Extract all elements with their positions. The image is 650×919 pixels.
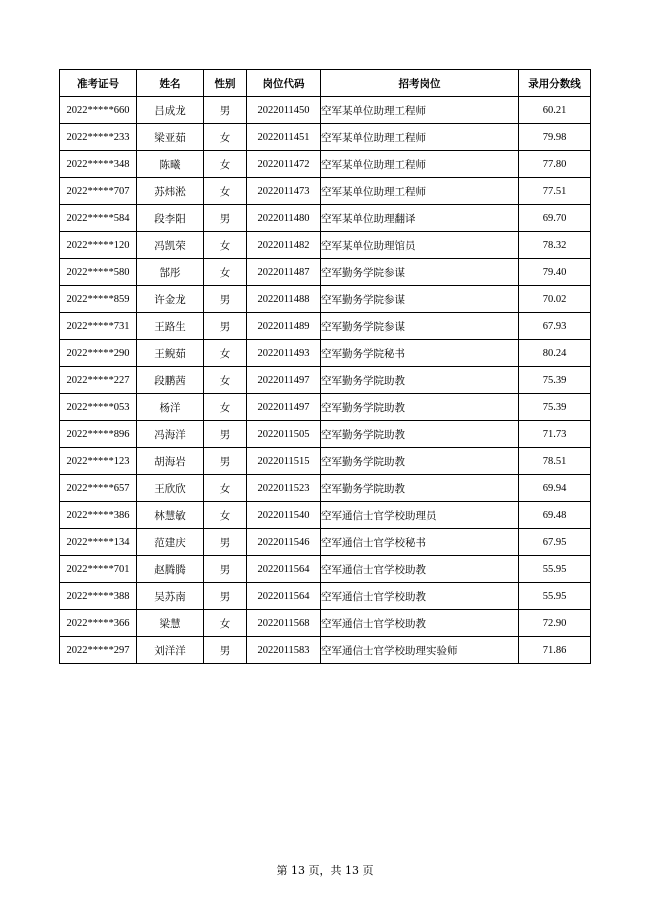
exam-id-cell: 2022*****053	[60, 394, 137, 421]
post-cell: 空军通信士官学校助理员	[321, 502, 519, 529]
exam-id-cell: 2022*****580	[60, 259, 137, 286]
table-row	[60, 475, 591, 502]
name-cell: 冯海洋	[137, 421, 204, 448]
score-cell: 75.39	[519, 367, 591, 394]
post-code-cell: 2022011540	[247, 502, 321, 529]
gender-cell: 男	[204, 205, 247, 232]
header-exam-id: 准考证号	[60, 70, 137, 97]
name-cell: 许金龙	[137, 286, 204, 313]
post-cell: 空军某单位助理工程师	[321, 178, 519, 205]
post-cell: 空军勤务学院参谋	[321, 259, 519, 286]
name-cell: 梁亚茹	[137, 124, 204, 151]
exam-id-cell: 2022*****657	[60, 475, 137, 502]
gender-cell: 男	[204, 97, 247, 124]
name-cell: 吕成龙	[137, 97, 204, 124]
exam-id-cell: 2022*****584	[60, 205, 137, 232]
gender-cell: 男	[204, 448, 247, 475]
name-cell: 范建庆	[137, 529, 204, 556]
score-cell: 69.48	[519, 502, 591, 529]
post-code-cell: 2022011451	[247, 124, 321, 151]
gender-cell: 男	[204, 637, 247, 664]
post-code-cell: 2022011473	[247, 178, 321, 205]
name-cell: 杨洋	[137, 394, 204, 421]
post-cell: 空军勤务学院助教	[321, 475, 519, 502]
post-code-cell: 2022011583	[247, 637, 321, 664]
score-cell: 80.24	[519, 340, 591, 367]
score-cell: 71.86	[519, 637, 591, 664]
post-code-cell: 2022011489	[247, 313, 321, 340]
score-cell: 79.98	[519, 124, 591, 151]
name-cell: 冯凯荣	[137, 232, 204, 259]
score-cell: 78.51	[519, 448, 591, 475]
table-header-row	[60, 70, 591, 97]
name-cell: 苏炜淞	[137, 178, 204, 205]
table-row	[60, 178, 591, 205]
name-cell: 刘洋洋	[137, 637, 204, 664]
score-cell: 69.70	[519, 205, 591, 232]
table-row	[60, 313, 591, 340]
post-code-cell: 2022011523	[247, 475, 321, 502]
post-code-cell: 2022011488	[247, 286, 321, 313]
exam-id-cell: 2022*****701	[60, 556, 137, 583]
post-code-cell: 2022011497	[247, 367, 321, 394]
gender-cell: 女	[204, 178, 247, 205]
post-code-cell: 2022011472	[247, 151, 321, 178]
gender-cell: 女	[204, 340, 247, 367]
post-code-cell: 2022011546	[247, 529, 321, 556]
header-post-code: 岗位代码	[247, 70, 321, 97]
post-cell: 空军某单位助理工程师	[321, 124, 519, 151]
post-cell: 空军勤务学院助教	[321, 367, 519, 394]
table-row	[60, 340, 591, 367]
post-code-cell: 2022011568	[247, 610, 321, 637]
score-cell: 60.21	[519, 97, 591, 124]
post-code-cell: 2022011505	[247, 421, 321, 448]
name-cell: 梁慧	[137, 610, 204, 637]
gender-cell: 男	[204, 421, 247, 448]
gender-cell: 女	[204, 124, 247, 151]
name-cell: 王欣欣	[137, 475, 204, 502]
post-code-cell: 2022011487	[247, 259, 321, 286]
table-row	[60, 367, 591, 394]
post-code-cell: 2022011493	[247, 340, 321, 367]
exam-id-cell: 2022*****123	[60, 448, 137, 475]
score-cell: 71.73	[519, 421, 591, 448]
table-row	[60, 502, 591, 529]
table-row	[60, 529, 591, 556]
name-cell: 陈曦	[137, 151, 204, 178]
name-cell: 林慧敏	[137, 502, 204, 529]
post-cell: 空军勤务学院助教	[321, 394, 519, 421]
post-cell: 空军通信士官学校秘书	[321, 529, 519, 556]
header-name: 姓名	[137, 70, 204, 97]
post-code-cell: 2022011482	[247, 232, 321, 259]
exam-id-cell: 2022*****366	[60, 610, 137, 637]
gender-cell: 男	[204, 583, 247, 610]
post-code-cell: 2022011497	[247, 394, 321, 421]
post-cell: 空军勤务学院助教	[321, 421, 519, 448]
post-cell: 空军勤务学院参谋	[321, 313, 519, 340]
table-row	[60, 232, 591, 259]
table-row	[60, 394, 591, 421]
post-cell: 空军某单位助理工程师	[321, 151, 519, 178]
exam-id-cell: 2022*****227	[60, 367, 137, 394]
header-post: 招考岗位	[321, 70, 519, 97]
post-cell: 空军勤务学院秘书	[321, 340, 519, 367]
score-cell: 77.51	[519, 178, 591, 205]
name-cell: 王鲵茹	[137, 340, 204, 367]
name-cell: 郜彤	[137, 259, 204, 286]
score-cell: 78.32	[519, 232, 591, 259]
gender-cell: 男	[204, 529, 247, 556]
post-cell: 空军某单位助理馆员	[321, 232, 519, 259]
post-code-cell: 2022011564	[247, 583, 321, 610]
exam-id-cell: 2022*****859	[60, 286, 137, 313]
table-row	[60, 556, 591, 583]
score-cell: 77.80	[519, 151, 591, 178]
header-gender: 性别	[204, 70, 247, 97]
gender-cell: 男	[204, 313, 247, 340]
post-cell: 空军勤务学院助教	[321, 448, 519, 475]
admission-score-table	[59, 69, 591, 664]
name-cell: 段李阳	[137, 205, 204, 232]
exam-id-cell: 2022*****896	[60, 421, 137, 448]
name-cell: 段鹏茜	[137, 367, 204, 394]
table-row	[60, 610, 591, 637]
score-cell: 55.95	[519, 556, 591, 583]
gender-cell: 女	[204, 502, 247, 529]
table-row	[60, 97, 591, 124]
exam-id-cell: 2022*****120	[60, 232, 137, 259]
post-code-cell: 2022011564	[247, 556, 321, 583]
post-cell: 空军通信士官学校助教	[321, 583, 519, 610]
table-row	[60, 205, 591, 232]
score-cell: 69.94	[519, 475, 591, 502]
gender-cell: 女	[204, 610, 247, 637]
score-cell: 67.93	[519, 313, 591, 340]
table-row	[60, 151, 591, 178]
post-cell: 空军通信士官学校助教	[321, 556, 519, 583]
score-cell: 70.02	[519, 286, 591, 313]
post-code-cell: 2022011480	[247, 205, 321, 232]
table-row	[60, 286, 591, 313]
gender-cell: 女	[204, 394, 247, 421]
exam-id-cell: 2022*****290	[60, 340, 137, 367]
table-body	[60, 97, 591, 664]
exam-id-cell: 2022*****386	[60, 502, 137, 529]
table-row	[60, 448, 591, 475]
post-code-cell: 2022011450	[247, 97, 321, 124]
table-row	[60, 124, 591, 151]
gender-cell: 男	[204, 556, 247, 583]
page-footer: 第 13 页，共 13 页	[276, 864, 374, 877]
exam-id-cell: 2022*****660	[60, 97, 137, 124]
name-cell: 吴苏南	[137, 583, 204, 610]
score-cell: 79.40	[519, 259, 591, 286]
gender-cell: 女	[204, 475, 247, 502]
exam-id-cell: 2022*****731	[60, 313, 137, 340]
exam-id-cell: 2022*****233	[60, 124, 137, 151]
gender-cell: 女	[204, 232, 247, 259]
post-cell: 空军某单位助理工程师	[321, 97, 519, 124]
name-cell: 胡海岩	[137, 448, 204, 475]
post-cell: 空军通信士官学校助理实验师	[321, 637, 519, 664]
exam-id-cell: 2022*****707	[60, 178, 137, 205]
score-cell: 75.39	[519, 394, 591, 421]
post-cell: 空军勤务学院参谋	[321, 286, 519, 313]
exam-id-cell: 2022*****388	[60, 583, 137, 610]
exam-id-cell: 2022*****297	[60, 637, 137, 664]
gender-cell: 女	[204, 259, 247, 286]
score-cell: 55.95	[519, 583, 591, 610]
exam-id-cell: 2022*****348	[60, 151, 137, 178]
header-score: 录用分数线	[519, 70, 591, 97]
post-cell: 空军某单位助理翻译	[321, 205, 519, 232]
table-row	[60, 637, 591, 664]
gender-cell: 男	[204, 286, 247, 313]
score-cell: 67.95	[519, 529, 591, 556]
name-cell: 赵腾腾	[137, 556, 204, 583]
table-row	[60, 583, 591, 610]
post-code-cell: 2022011515	[247, 448, 321, 475]
name-cell: 王路生	[137, 313, 204, 340]
gender-cell: 女	[204, 367, 247, 394]
post-cell: 空军通信士官学校助教	[321, 610, 519, 637]
table-row	[60, 259, 591, 286]
gender-cell: 女	[204, 151, 247, 178]
exam-id-cell: 2022*****134	[60, 529, 137, 556]
table-row	[60, 421, 591, 448]
score-cell: 72.90	[519, 610, 591, 637]
